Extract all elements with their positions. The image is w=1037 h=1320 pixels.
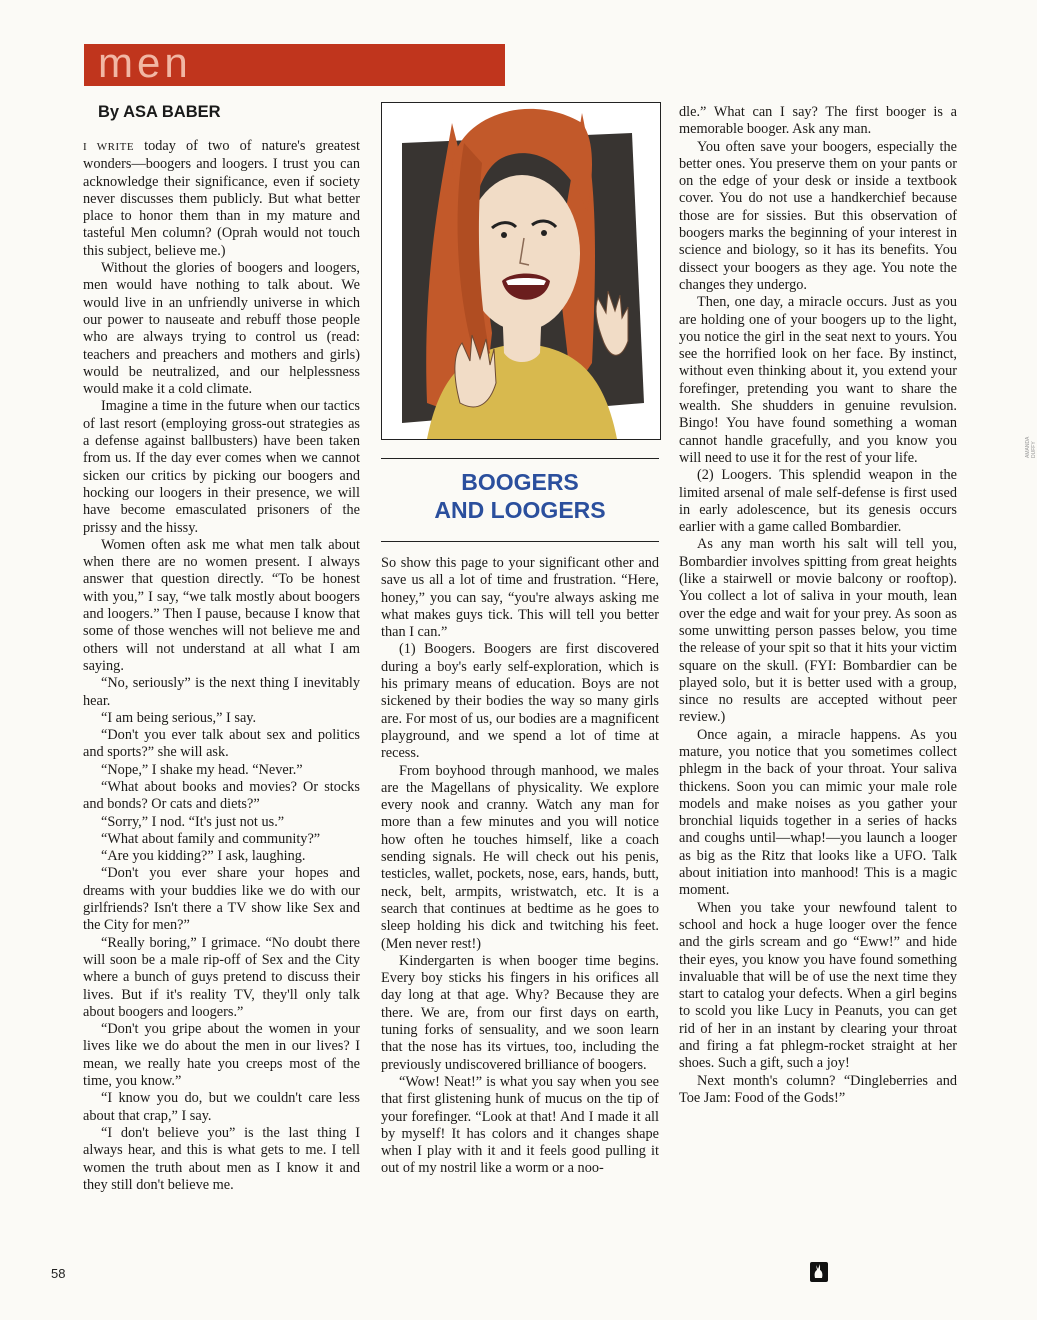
- section-header-bar: [84, 39, 505, 86]
- headline-rule-bottom: [381, 541, 659, 542]
- rabbit-head-end-icon: [810, 1262, 828, 1282]
- headline-rule-top: [381, 458, 659, 459]
- headline-line-2: AND LOOGERS: [434, 497, 606, 523]
- paragraph: “I don't believe you” is the last thing I always hear, and this is what gets to me. I tell women the truth about men as I know it and they still don't believe me.: [83, 1124, 360, 1193]
- article-column-1: [83, 138, 360, 1194]
- paragraph: “Wow! Neat!” is what you say when you see that first glistening hunk of mucus on the tip of your forefinger. “Look at that! And I made it all by myself! It has colors and it changes shape when I play with it and it feels good pulling it out of my nostril like a worm or a noo-: [381, 1073, 659, 1177]
- paragraph: Without the glories of boogers and loogers, men would have nothing to talk about. We would live in an unfriendly universe in which our power to nauseate and rebuff those people who are always trying to control us (read: teachers and preachers and mothers and girls) would be neutralized, and our helplessness would make it a cold climate.: [83, 260, 360, 398]
- opening-lead-in: I WRITE: [83, 141, 135, 153]
- opening-text: today of two of nature's greatest wonders—boogers and loogers. I trust you can acknowledge their significance, even if society never discusses them publicly. But what better place to honor them than in my mature and tasteful Men column? (Oprah would not touch this subject, believe me.): [83, 138, 360, 259]
- article-column-3: [679, 104, 957, 1107]
- paragraph: “What about family and community?”: [101, 830, 321, 847]
- woman-illustration-image: [382, 103, 660, 439]
- paragraph: “I know you do, but we couldn't care less about that crap,” I say.: [83, 1090, 360, 1124]
- article-column-2: [381, 555, 659, 1178]
- paragraph: “Really boring,” I grimace. “No doubt there will soon be a male rip-off of Sex and the City where a bunch of guys pretend to discuss their lives. But if it's reality TV, they'll only talk about boogers and loogers.”: [83, 934, 360, 1020]
- paragraph: “Sorry,” I nod. “It's just not us.”: [101, 813, 285, 830]
- illustration-credit: AMANDA DUFFY: [1025, 436, 1037, 458]
- paragraph: So show this page to your significant other and save us all a lot of time and frustration. “Here, honey,” you can say, “you're always asking me what makes guys tick. This will tell you better than I can.”: [381, 555, 659, 641]
- paragraph: Once again, a miracle happens. As you mature, you notice that you sometimes collect phlegm in the back of your throat. Your saliva thickens. Soon you can mimic your male role models and make noises as you gather your bronchial liquids together in a series of hacks and coughs until—whap!—you launch a looger as big as the Ritz that looks like a UFO. Talk about initiation into manhood! This is a magic moment.: [679, 726, 957, 899]
- paragraph: You often save your boogers, especially the better ones. You preserve them on your pants or on the edge of your desk or inside a textbook cover. You do not use a handkerchief because those are for sissies. But this observation of boogers marks the beginning of your interest in science and biology, so it has its benefits. You dissect your boogers as they age. You note the changes they undergo.: [679, 138, 957, 293]
- paragraph: “Nope,” I shake my head. “Never.”: [101, 761, 303, 778]
- paragraph: (2) Loogers. This splendid weapon in the limited arsenal of male self-defense is first used in early adolescence, but its genesis occurs earlier with a game called Bombardier.: [679, 467, 957, 536]
- continuation-paragraph: dle.” What can I say? The first booger is a memorable booger. Ask any man.: [679, 104, 957, 138]
- opening-paragraph: [83, 138, 360, 260]
- headline: [381, 468, 659, 524]
- paragraph: “I am being serious,” I say.: [101, 709, 257, 726]
- paragraph: As any man worth his salt will tell you, Bombardier involves spitting from great heights (like a stairwell or movie balcony or rooftop). You collect a lot of saliva in your mouth, lean over the edge and wait for your prey. As soon as some unwitting person passes below, you time the release of your spit so that it hits your victim square on the skull. (FYI: Bombardier can be played solo, but it is better used with a group, since no results are accepted without peer review.): [679, 536, 957, 726]
- paragraph: “Don't you ever share your hopes and dreams with your buddies like we do with our girlfriends? Isn't there a TV show like Sex and the City for men?”: [83, 865, 360, 934]
- paragraph: “Don't you ever talk about sex and politics and sports?” she will ask.: [83, 727, 360, 761]
- paragraph: When you take your newfound talent to school and hock a huge looger over the fence and the girls scream and go “Eww!” and hide their eyes, you know you have found something invaluable that will be of use the next time they start to catalog your defects. When a girl begins to scold you like Lucy in Peanuts, you can get rid of her in an instant by clearing your throat and firing a fat phlegm-rocket straight at her shoes. Such a gift, such a joy!: [679, 899, 957, 1072]
- paragraph: Imagine a time in the future when our tactics of last resort (employing gross-out strategies as a defense against ballbusters) have been taken from us. If the day ever comes when we cannot sicken our critics by picking our boogers and hocking our loogers in their presence, we will have become emasculated prisoners of the prissy and the hissy.: [83, 398, 360, 536]
- paragraph: From boyhood through manhood, we males are the Magellans of physicality. We explore every nook and cranny. Watch any man for more than a few minutes and you will notice how often he touches himself, like a coach sending signals. He will check out his penis, testicles, wallet, pockets, nose, ears, hands, butt, neck, belt, armpits, wristwatch, etc. It is a search that continues at bedtime as he goes to sleep holding his dick and twitching his feet. (Men never rest!): [381, 762, 659, 952]
- paragraph: (1) Boogers. Boogers are first discovered during a boy's early self-exploration, which is his primary means of education. Boys are not sickened by their bodies the way so many girls are. For most of us, our bodies are a magnificent playground, and we spend a lot of time at recess.: [381, 641, 659, 762]
- paragraph: Next month's column? “Dingleberries and Toe Jam: Food of the Gods!”: [679, 1072, 957, 1106]
- paragraph: “Are you kidding?” I ask, laughing.: [101, 848, 306, 865]
- paragraph: Then, one day, a miracle occurs. Just as you are holding one of your boogers up to the light, you notice the girl in the seat next to yours. You see the horrified look on her face. By instinct, without even thinking about it, you extend your forefinger, pretending you want to share the wealth. She shudders in genuine revulsion. Bingo! You have found something a woman cannot handle gracefully, and you know you will need to use it for the rest of your life.: [679, 294, 957, 466]
- section-label: men: [98, 39, 192, 86]
- page-number: 58: [51, 1266, 66, 1281]
- paragraph: “Don't you gripe about the women in your lives like we do about the men in our lives? I mean, we really hate you creeps most of the time, you know.”: [83, 1021, 360, 1090]
- paragraph: Kindergarten is when booger time begins. Every boy sticks his fingers in his orifices all day long at that age. Why? Because they are there. We are, from our first days on earth, tuning forks of sensuality, and we soon learn that the nose has its virtues, too, including the previously undiscovered brilliance of boogers.: [381, 952, 659, 1073]
- byline: By ASA BABER: [98, 103, 221, 121]
- paragraph: “What about books and movies? Or stocks and bonds? Or cats and diets?”: [83, 778, 360, 813]
- headline-line-1: BOOGERS: [461, 469, 579, 495]
- paragraph: “No, seriously” is the next thing I inevitably hear.: [83, 675, 360, 709]
- paragraph: Women often ask me what men talk about when there are no women present. I always answer that question directly. “To be honest with you,” I say, “we talk mostly about boogers and loogers.” Then I pause, because I know that some of those wenches will not believe me and others will not understand at all what I am saying.: [83, 536, 360, 674]
